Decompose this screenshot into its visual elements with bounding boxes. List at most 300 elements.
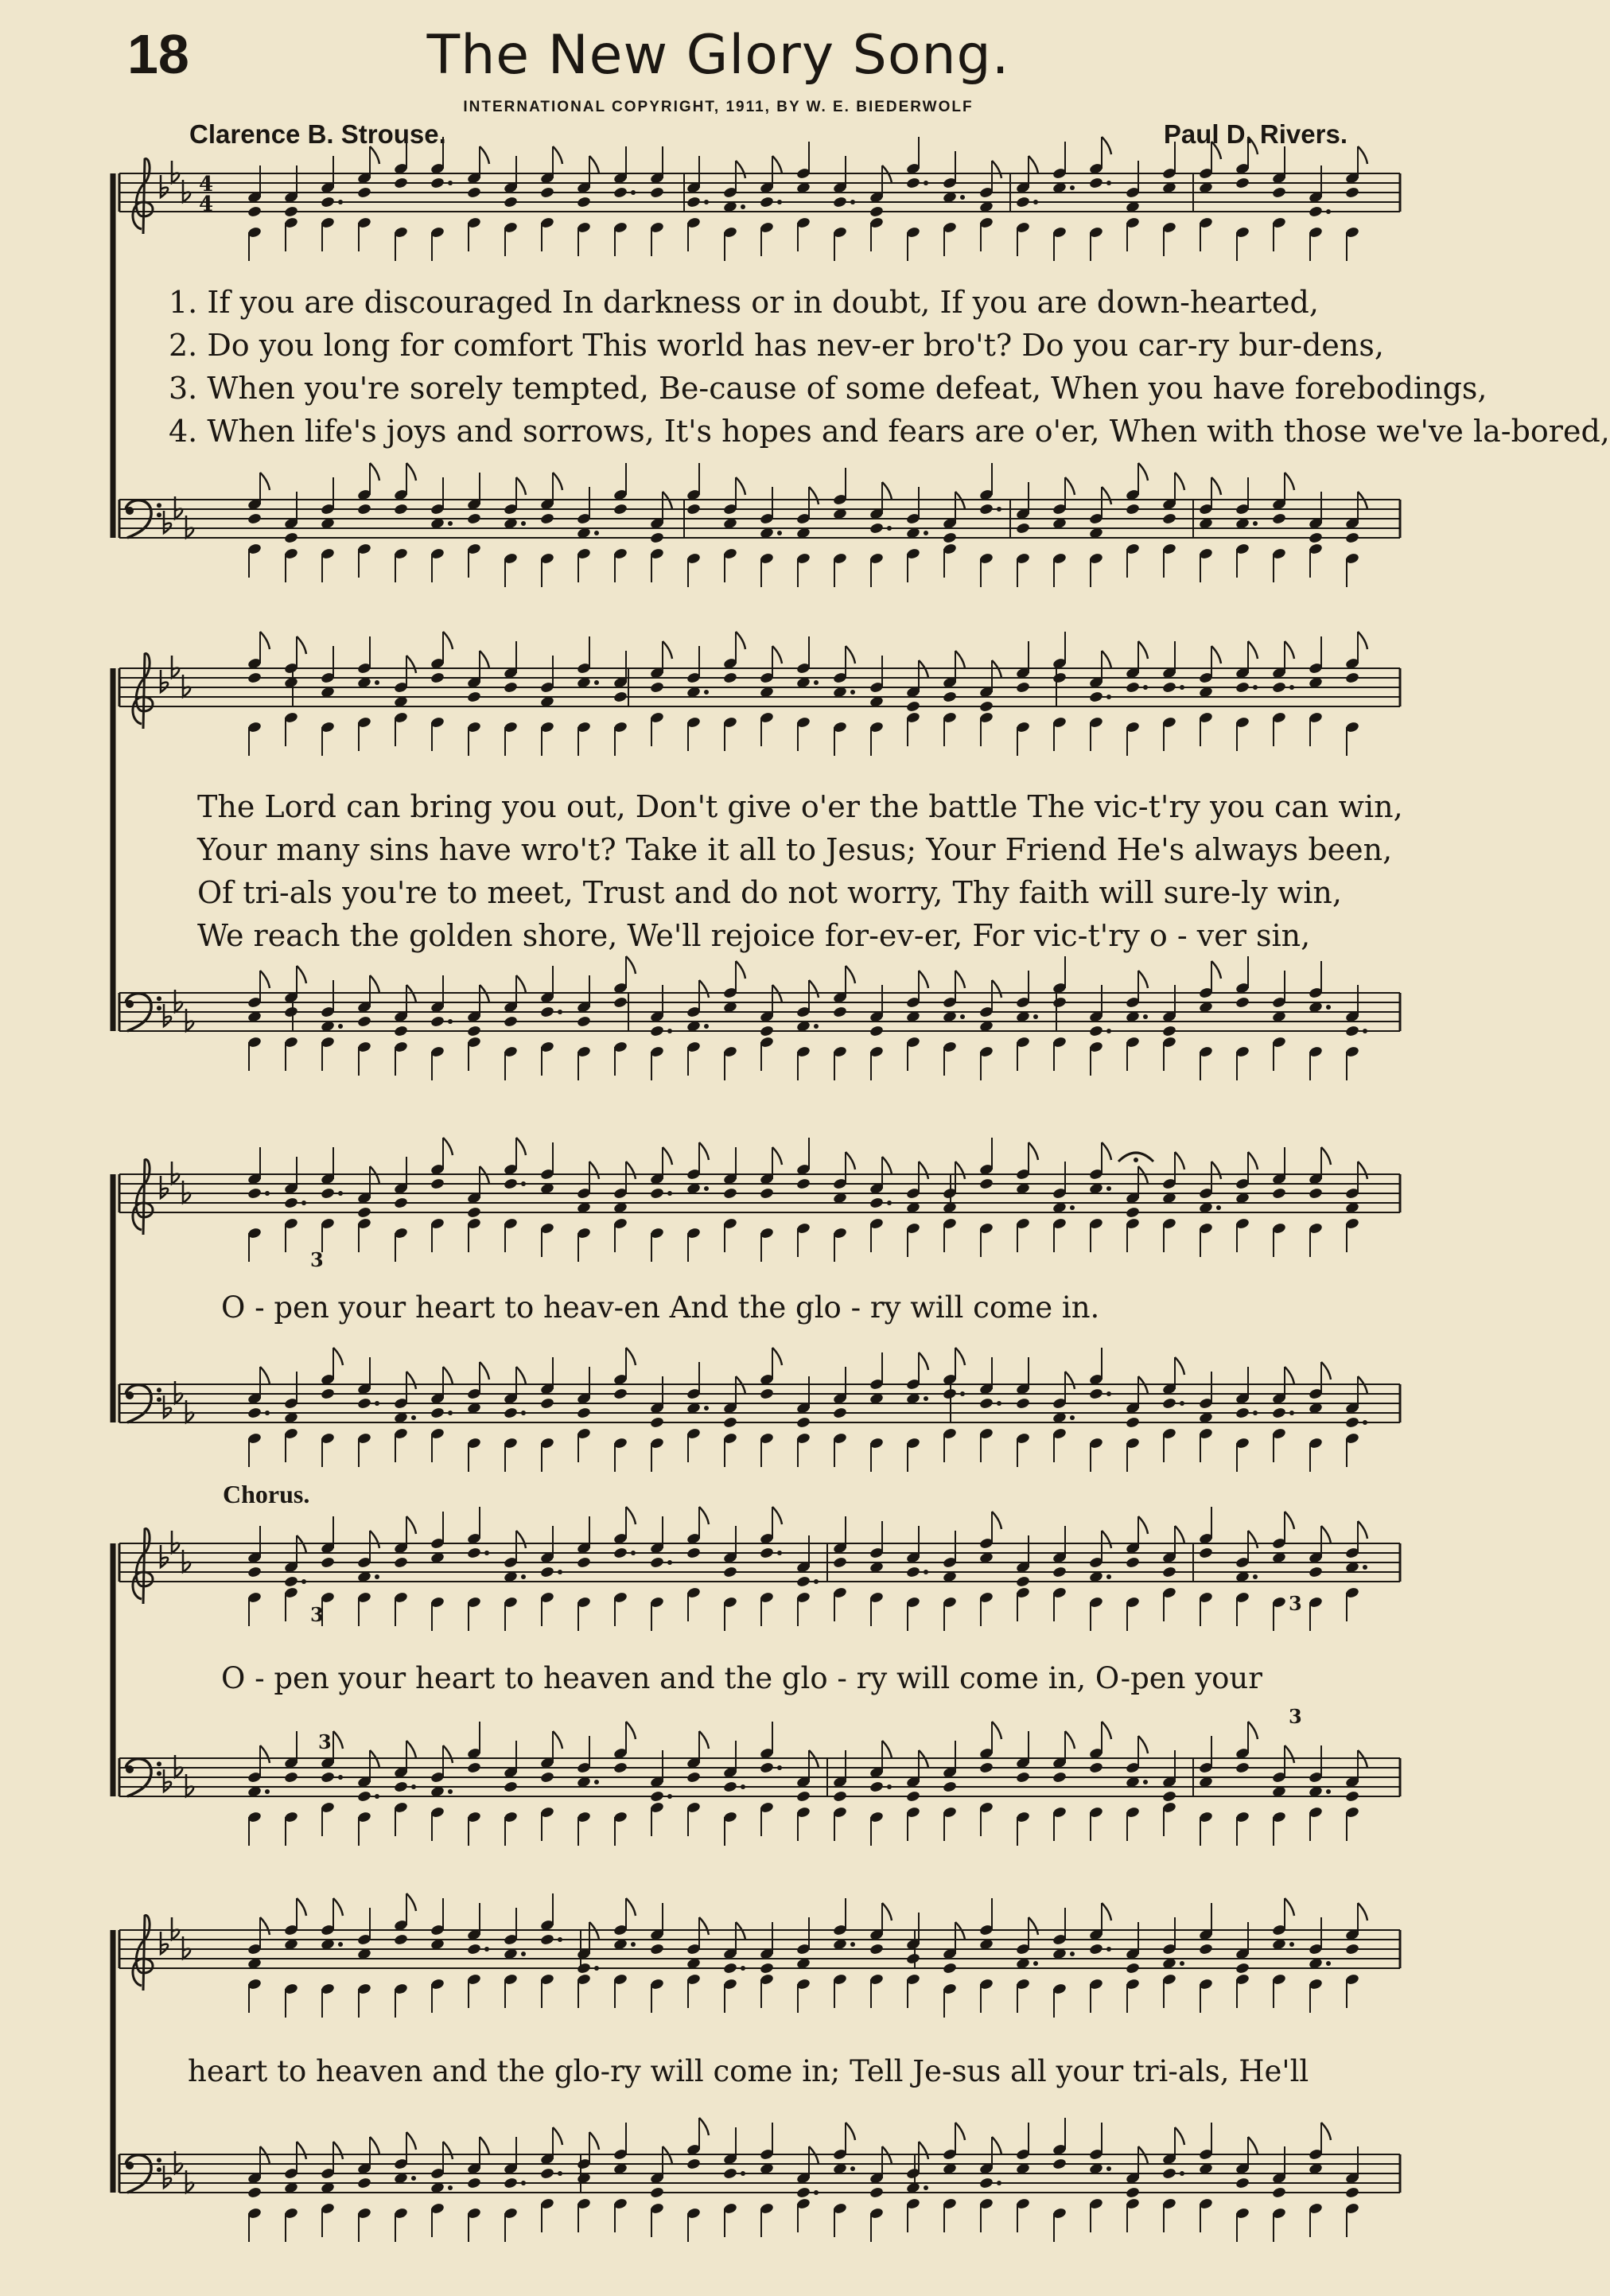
note-flag	[1211, 1162, 1221, 1179]
flat-icon	[161, 670, 168, 692]
note-flag	[370, 975, 379, 993]
verse-2-line-2: Your many sins have wro't? Take it all to Jesus; Your Friend He's always been,	[197, 832, 1393, 867]
dot	[1180, 2171, 1184, 2176]
flat-icon	[164, 511, 171, 533]
note-head	[650, 2186, 665, 2199]
note-flag	[443, 1367, 453, 1384]
flat-icon	[161, 175, 168, 197]
note-flag	[919, 2142, 928, 2159]
note-head	[394, 1197, 409, 1209]
flat-icon	[172, 1531, 179, 1553]
note-flag	[626, 1507, 636, 1524]
note-head	[504, 1015, 519, 1028]
note-head	[1235, 177, 1250, 189]
note-head	[467, 1547, 482, 1559]
note-flag	[370, 2137, 379, 2154]
dot	[704, 690, 709, 695]
bass-clef-dot	[157, 2167, 161, 2172]
note-flag	[699, 1917, 709, 1935]
note-flag	[333, 1898, 343, 1916]
note-head	[284, 531, 299, 544]
note-head	[979, 1177, 994, 1190]
note-head	[796, 1790, 811, 1803]
note-flag	[1175, 473, 1184, 490]
dot	[448, 1411, 453, 1415]
dot	[1180, 1401, 1184, 1406]
treble-clef-icon	[133, 1916, 153, 1991]
note-head	[650, 1790, 665, 1803]
flat-icon	[172, 161, 179, 183]
note-flag	[516, 1367, 526, 1384]
note-head	[613, 1387, 628, 1400]
bass-clef-dot	[126, 1000, 134, 1008]
note-flag	[516, 1531, 526, 1548]
note-head	[1126, 503, 1141, 516]
dot	[1363, 1420, 1367, 1425]
dot	[375, 680, 379, 685]
lyricist-credit: Clarence B. Strouse.	[189, 119, 446, 149]
note-flag	[1029, 1142, 1038, 1160]
dot	[301, 1201, 306, 1205]
dot	[704, 200, 709, 204]
note-head	[467, 512, 482, 525]
dot	[521, 1181, 526, 1186]
dot	[594, 531, 599, 535]
note-flag	[772, 646, 782, 664]
dot	[997, 507, 1001, 512]
note-head	[504, 2177, 519, 2189]
note-flag	[406, 1372, 416, 1389]
note-flag	[1029, 156, 1038, 173]
note-flag	[1175, 2127, 1184, 2145]
note-head	[796, 1575, 811, 1588]
note-head	[1089, 1387, 1104, 1400]
note-head	[1272, 512, 1287, 525]
note-head	[1345, 671, 1360, 684]
note-head	[540, 1397, 555, 1410]
chorus-line-1: O - pen your heart to heaven and the glo - ry will come in, O-pen your	[221, 1661, 1262, 1695]
dot	[1326, 1789, 1331, 1794]
refrain-line: O - pen your heart to heav-en And the glo - ry will come in.	[221, 1290, 1100, 1325]
dot	[1180, 685, 1184, 690]
note-head	[357, 186, 372, 199]
dot	[594, 680, 599, 685]
note-flag	[626, 1348, 636, 1365]
note-head	[1345, 1025, 1360, 1037]
dot	[558, 2171, 562, 2176]
note-flag	[1358, 632, 1367, 649]
dot	[631, 190, 636, 195]
note-head	[833, 1006, 848, 1018]
note-flag	[882, 482, 892, 500]
note-head	[943, 1780, 958, 1793]
dot	[484, 1551, 489, 1555]
note-head	[833, 1790, 848, 1803]
note-head	[1235, 996, 1250, 1009]
chorus-label: Chorus.	[223, 1480, 310, 1508]
triplet-mark: 3	[310, 1248, 324, 1271]
dot	[448, 181, 453, 185]
note-head	[321, 1387, 336, 1400]
dot	[521, 1574, 526, 1579]
note-flag	[516, 477, 526, 495]
composer-credit: Paul D. Rivers.	[1163, 119, 1348, 149]
dot	[814, 1579, 819, 1584]
note-head	[430, 671, 445, 684]
note-head	[686, 503, 702, 516]
note-head	[540, 512, 555, 525]
note-flag	[1102, 651, 1111, 668]
note-head	[943, 1387, 958, 1400]
note-flag	[955, 651, 965, 668]
note-head	[723, 1416, 738, 1429]
time-signature-bottom: 4	[199, 193, 214, 216]
note-flag	[955, 1348, 965, 1365]
note-flag	[626, 956, 636, 974]
note-flag	[406, 656, 416, 673]
note-flag	[1248, 1531, 1258, 1548]
bass-clef-dot	[126, 507, 134, 515]
note-flag	[992, 1722, 1001, 1739]
note-flag	[1285, 473, 1294, 490]
note-head	[650, 1416, 665, 1429]
note-head	[1052, 1771, 1068, 1784]
note-head	[467, 1206, 482, 1219]
note-flag	[406, 463, 416, 481]
note-flag	[333, 1348, 343, 1365]
note-head	[1126, 2186, 1141, 2199]
dot	[1363, 1029, 1367, 1033]
note-flag	[736, 161, 745, 178]
bass-clef-dot	[157, 1387, 161, 1392]
note-head	[1272, 1187, 1287, 1200]
note-flag	[1358, 1162, 1367, 1179]
note-head	[686, 2158, 702, 2170]
note-flag	[1248, 641, 1258, 659]
dot	[850, 200, 855, 204]
note-head	[1345, 2186, 1360, 2199]
note-head	[1309, 531, 1324, 544]
dot	[997, 1401, 1001, 1406]
note-flag	[443, 1745, 453, 1763]
bass-clef-dot	[126, 2162, 134, 2170]
note-head	[357, 1397, 372, 1410]
note-flag	[1065, 477, 1075, 495]
note-head	[321, 196, 336, 208]
treble-clef-icon	[133, 1160, 153, 1235]
dot	[265, 1191, 270, 1196]
note-flag	[919, 1162, 928, 1179]
dot	[1326, 209, 1331, 214]
dot	[997, 2181, 1001, 2185]
note-head	[979, 503, 994, 516]
dot	[960, 195, 965, 200]
note-head	[650, 1187, 665, 1200]
note-flag	[260, 473, 270, 490]
note-flag	[736, 477, 745, 495]
bass-clef-dot	[157, 503, 161, 508]
note-head	[1052, 1566, 1068, 1578]
note-flag	[772, 1147, 782, 1165]
note-flag	[882, 1157, 892, 1174]
dot	[887, 526, 892, 531]
note-head	[1309, 1566, 1324, 1578]
note-flag	[1102, 487, 1111, 504]
note-head	[394, 503, 409, 516]
bass-clef-dot	[126, 1765, 134, 1773]
note-flag	[846, 966, 855, 983]
note-flag	[480, 146, 489, 164]
dot	[338, 1024, 343, 1029]
dot	[521, 1411, 526, 1415]
note-head	[833, 196, 848, 208]
note-head	[796, 1416, 811, 1429]
dot	[448, 1789, 453, 1794]
note-head	[760, 1187, 775, 1200]
dot	[631, 1551, 636, 1555]
dot	[960, 1014, 965, 1019]
verse-3-line-2: Of tri-als you're to meet, Trust and do not worry, Thy faith will sure-ly win,	[197, 875, 1342, 910]
flat-icon	[164, 1004, 171, 1026]
note-flag	[1321, 1147, 1331, 1165]
note-head	[869, 1943, 885, 1955]
dot	[1143, 685, 1148, 690]
note-head	[723, 671, 738, 684]
dot	[338, 1775, 343, 1780]
note-flag	[919, 971, 928, 988]
note-head	[504, 681, 519, 694]
note-head	[943, 531, 958, 544]
flat-icon	[172, 1917, 179, 1940]
dot	[1033, 1961, 1038, 1966]
note-head	[1272, 2186, 1287, 2199]
dot	[558, 1570, 562, 1574]
note-flag	[1211, 961, 1221, 979]
note-head	[1235, 1962, 1250, 1975]
note-head	[1016, 196, 1031, 208]
note-head	[467, 1761, 482, 1774]
dot	[741, 204, 745, 209]
dot	[741, 2171, 745, 2176]
note-flag	[370, 146, 379, 164]
note-flag	[1248, 1722, 1258, 1739]
note-flag	[516, 1138, 526, 1155]
note-head	[394, 1780, 409, 1793]
note-head	[1235, 681, 1250, 694]
dot	[1106, 1391, 1111, 1396]
treble-clef-icon	[133, 654, 153, 729]
flat-icon	[161, 1932, 168, 1954]
note-flag	[699, 980, 709, 998]
note-flag	[406, 1741, 416, 1758]
dot	[375, 1794, 379, 1799]
note-head	[540, 1566, 555, 1578]
dot	[887, 1201, 892, 1205]
note-flag	[553, 1731, 562, 1749]
note-flag	[370, 463, 379, 481]
dot	[1289, 1942, 1294, 1947]
note-head	[869, 522, 885, 535]
dot	[521, 2181, 526, 2185]
note-head	[1089, 1943, 1104, 1955]
note-flag	[846, 646, 855, 664]
note-head	[1235, 1761, 1250, 1774]
note-head	[723, 2167, 738, 2180]
note-flag	[406, 1516, 416, 1534]
note-head	[650, 531, 665, 544]
note-head	[430, 1177, 445, 1190]
note-flag	[1321, 2123, 1331, 2140]
note-flag	[992, 980, 1001, 998]
note-head	[796, 1177, 811, 1190]
bass-clef-dot	[157, 1006, 161, 1010]
note-flag	[992, 1512, 1001, 1529]
bass-clef-dot	[157, 2158, 161, 2162]
note-head	[577, 196, 592, 208]
note-head	[467, 186, 482, 199]
note-head	[906, 177, 921, 189]
note-head	[1089, 691, 1104, 703]
note-flag	[1138, 1736, 1148, 1753]
flat-icon	[164, 1395, 171, 1418]
note-head	[430, 1407, 445, 1419]
note-head	[1272, 186, 1287, 199]
note-head	[247, 671, 262, 684]
dot	[411, 2176, 416, 2181]
bass-clef-dot	[157, 1761, 161, 1766]
note-flag	[480, 1362, 489, 1380]
note-flag	[699, 1507, 709, 1524]
note-flag	[406, 1893, 416, 1911]
treble-clef-icon	[133, 1529, 153, 1604]
dot	[741, 1784, 745, 1789]
note-head	[394, 1025, 409, 1037]
dot	[924, 1396, 928, 1401]
dot	[887, 1784, 892, 1789]
note-flag	[1065, 1372, 1075, 1389]
note-flag	[333, 2142, 343, 2159]
note-head	[686, 196, 702, 208]
note-head	[650, 1025, 665, 1037]
note-flag	[846, 2123, 855, 2140]
note-head	[430, 1015, 445, 1028]
note-head	[247, 512, 262, 525]
note-head	[760, 1962, 775, 1975]
note-head	[760, 1025, 775, 1037]
note-head	[1162, 1397, 1177, 1410]
dot	[667, 1029, 672, 1033]
note-flag	[1321, 1526, 1331, 1543]
note-flag	[992, 2137, 1001, 2154]
dot	[448, 521, 453, 526]
note-flag	[626, 1898, 636, 1916]
note-flag	[480, 651, 489, 668]
note-head	[357, 503, 372, 516]
note-head	[943, 1962, 958, 1975]
note-head	[540, 2167, 555, 2180]
note-flag	[1065, 1731, 1075, 1749]
note-flag	[772, 1507, 782, 1524]
dot	[594, 1780, 599, 1784]
note-head	[906, 1566, 921, 1578]
note-head	[1345, 1943, 1360, 1955]
note-head	[906, 1790, 921, 1803]
dot	[777, 1551, 782, 1555]
dot	[667, 1191, 672, 1196]
dot	[521, 521, 526, 526]
dot	[667, 1794, 672, 1799]
note-head	[686, 1547, 702, 1559]
note-flag	[882, 1903, 892, 1920]
note-head	[1052, 996, 1068, 1009]
note-head	[394, 1933, 409, 1946]
note-head	[1089, 1025, 1104, 1037]
note-head	[430, 177, 445, 189]
note-flag	[1285, 1512, 1294, 1529]
dot	[741, 1966, 745, 1971]
treble-clef-icon	[133, 159, 153, 234]
dot	[1216, 1205, 1221, 1210]
dot	[1106, 695, 1111, 699]
dot	[850, 2166, 855, 2171]
note-head	[760, 1761, 775, 1774]
note-flag	[919, 1352, 928, 1370]
note-head	[1089, 177, 1104, 189]
note-head	[577, 1015, 592, 1028]
note-head	[979, 1761, 994, 1774]
verse-4-line-2: We reach the golden shore, We'll rejoice for-ev-er, For vic-t'ry o - ver sin,	[197, 918, 1311, 953]
note-flag	[443, 2142, 453, 2159]
note-flag	[260, 1745, 270, 1763]
dot	[265, 1411, 270, 1415]
note-head	[1126, 1556, 1141, 1569]
dot	[924, 1570, 928, 1574]
note-head	[321, 1771, 336, 1784]
note-flag	[736, 961, 745, 979]
note-head	[613, 996, 628, 1009]
note-head	[760, 1387, 775, 1400]
verse-1-line-1: 1. If you are discouraged In darkness or in doubt, If you are down-hearted,	[169, 285, 1319, 320]
note-flag	[1358, 1521, 1367, 1539]
triplet-mark: 3	[1289, 1705, 1302, 1728]
note-head	[321, 1187, 336, 1200]
note-head	[869, 1025, 885, 1037]
dot	[265, 1789, 270, 1794]
note-head	[723, 1566, 738, 1578]
note-flag	[992, 161, 1001, 178]
note-head	[1162, 1790, 1177, 1803]
dot	[448, 1019, 453, 1024]
note-head	[1199, 1547, 1214, 1559]
note-flag	[955, 971, 965, 988]
dot	[521, 1952, 526, 1956]
dot	[1143, 1014, 1148, 1019]
verse-3-line-1: 3. When you're sorely tempted, Be-cause of some defeat, When you have forebodings,	[169, 371, 1488, 406]
note-head	[1089, 1761, 1104, 1774]
dot	[1326, 1961, 1331, 1966]
note-head	[1345, 531, 1360, 544]
bass-clef-dot	[126, 1391, 134, 1399]
dot	[375, 1574, 379, 1579]
note-flag	[663, 1147, 672, 1165]
dot	[1106, 1574, 1111, 1579]
note-head	[467, 2177, 482, 2189]
note-head	[979, 2177, 994, 2189]
dot	[558, 1010, 562, 1014]
dot	[1033, 1014, 1038, 1019]
note-head	[1309, 1187, 1324, 1200]
note-flag	[626, 1162, 636, 1179]
